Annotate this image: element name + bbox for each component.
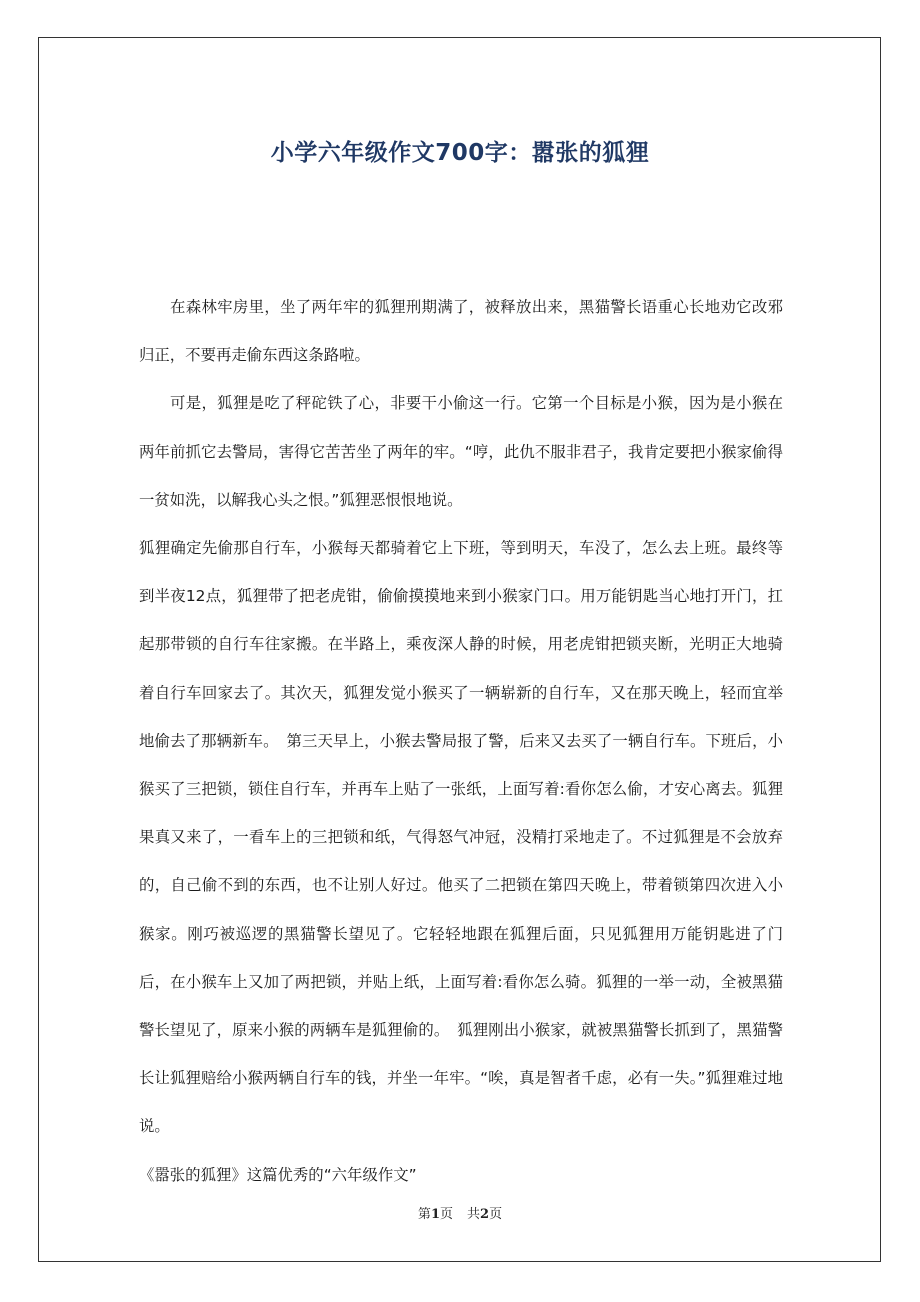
document-body	[139, 283, 783, 1199]
document-title: 小学六年级作文700字：嚣张的狐狸	[270, 140, 650, 167]
total-prefix: 共	[467, 1207, 481, 1222]
page-current: 1	[430, 1207, 440, 1222]
page-total: 2	[480, 1207, 490, 1222]
paragraph-4: 《嚣张的狐狸》这篇优秀的“六年级作文”	[139, 1165, 417, 1184]
paragraph-3: 狐狸确定先偷那自行车，小猴每天都骑着它上下班，等到明天，车没了，怎么去上班。最终等到半夜12点，狐狸带了把老虎钳，偷偷摸摸地来到小猴家门口。用万能钥匙当心地打开门，扛起那带锁的自行车往家搬。在半路上，乘夜深人静的时候，用老虎钳把锁夹断，光明正大地骑着自行车回家去了。其次天，狐狸发觉小猴买了一辆崭新的自行车，又在那天晚上，轻而宜举地偷去了那辆新车。 第三天早上，小猴去警局报了警，后来又去买了一辆自行车。下班后，小猴买了三把锁，锁住自行车，并再车上贴了一张纸，上面写着:看你怎么偷，才安心离去。狐狸果真又来了，一看车上的三把锁和纸，气得怒气冲冠，没精打采地走了。不过狐狸是不会放弃的，自己偷不到的东西，也不让别人好过。他买了二把锁在第四天晚上，带着锁第四次进入小猴家。刚巧被巡逻的黑猫警长望见了。它轻轻地跟在狐狸后面，只见狐狸用万能钥匙进了门后，在小猴车上又加了两把锁，并贴上纸，上面写着:看你怎么骑。狐狸的一举一动，全被黑猫警长望见了，原来小猴的两辆车是狐狸偷的。 狐狸刚出小猴家，就被黑猫警长抓到了，黑猫警长让狐狸赔给小猴两辆自行车的钱，并坐一年牢。“唉，真是智者千虑，必有一失。”狐狸难过地说。	[139, 539, 783, 1136]
page-prefix: 第	[417, 1207, 431, 1222]
total-unit: 页	[489, 1207, 503, 1222]
paragraph-1: 在森林牢房里，坐了两年牢的狐狸刑期满了，被释放出来，黑猫警长语重心长地劝它改邪归正，不要再走偷东西这条路啦。	[139, 298, 783, 365]
page-unit: 页	[439, 1207, 453, 1222]
page-footer	[0, 1205, 920, 1225]
paragraph-2: 可是，狐狸是吃了秤砣铁了心，非要干小偷这一行。它第一个目标是小猴，因为是小猴在两年前抓它去警局，害得它苦苦坐了两年的牢。“哼，此仇不服非君子，我肯定要把小猴家偷得一贫如洗，以解我心头之恨。”狐狸恶恨恨地说。	[139, 394, 783, 509]
